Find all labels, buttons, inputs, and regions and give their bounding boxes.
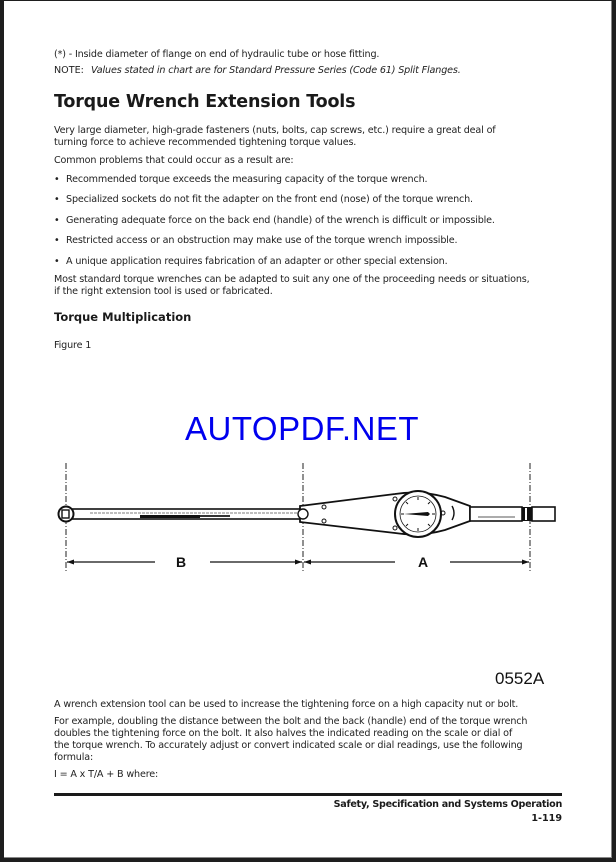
bullet-icon: • (54, 215, 60, 226)
footer-divider (54, 793, 562, 796)
paragraph-2-line-3: the torque wrench. To accurately adjust or convert indicated scale or dial readings, use the following (54, 740, 523, 751)
adapt-line-1: Most standard torque wrenches can be adapted to suit any one of the proceeding needs or situations, (54, 274, 530, 285)
paragraph-2-line-4: formula: (54, 752, 94, 763)
bullet-icon: • (54, 194, 60, 205)
section-title: Torque Wrench Extension Tools (54, 92, 356, 112)
paragraph-1: A wrench extension tool can be used to increase the tightening force on a high capacity nut or bolt. (54, 699, 519, 710)
list-item: Generating adequate force on the back end (handle) of the wrench is difficult or impossible. (66, 215, 495, 226)
footer-title: Safety, Specification and Systems Operation (333, 799, 562, 810)
paragraph-2-line-2: doubles the tightening force on the bolt. It also halves the indicated reading on the scale or dial of (54, 728, 513, 739)
bullet-icon: • (54, 256, 60, 267)
note-text: Values stated in chart are for Standard Pressure Series (Code 61) Split Flanges. (91, 65, 461, 76)
dimension-b-label: B (176, 554, 187, 570)
list-item: Specialized sockets do not fit the adapter on the front end (nose) of the torque wrench. (66, 194, 473, 205)
watermark-text: AUTOPDF.NET (185, 410, 420, 447)
page-number: 1-119 (531, 813, 562, 824)
list-item: Recommended torque exceeds the measuring capacity of the torque wrench. (66, 174, 428, 185)
figure-label: Figure 1 (54, 340, 92, 351)
list-item: Restricted access or an obstruction may make use of the torque wrench impossible. (66, 235, 458, 246)
intro-line-2: turning force to achieve recommended tightening torque values. (54, 137, 357, 148)
subsection-title: Torque Multiplication (54, 310, 192, 324)
footnote-text: (*) - Inside diameter of flange on end of hydraulic tube or hose fitting. (54, 49, 380, 60)
intro-line-1: Very large diameter, high-grade fasteners (nuts, bolts, cap screws, etc.) require a great deal of (54, 125, 496, 136)
figure-code: 0552A (495, 669, 545, 688)
adapt-line-2: if the right extension tool is used or fabricated. (54, 286, 273, 297)
paragraph-2-line-1: For example, doubling the distance between the bolt and the back (handle) end of the torque wrench (54, 716, 528, 727)
problems-lead: Common problems that could occur as a result are: (54, 155, 294, 166)
bullet-icon: • (54, 174, 60, 185)
note-label: NOTE: (54, 65, 84, 76)
dimension-a-label: A (418, 554, 429, 570)
bullet-icon: • (54, 235, 60, 246)
formula-text: I = A x T/A + B where: (54, 769, 159, 780)
list-item: A unique application requires fabrication of an adapter or other special extension. (66, 256, 448, 267)
